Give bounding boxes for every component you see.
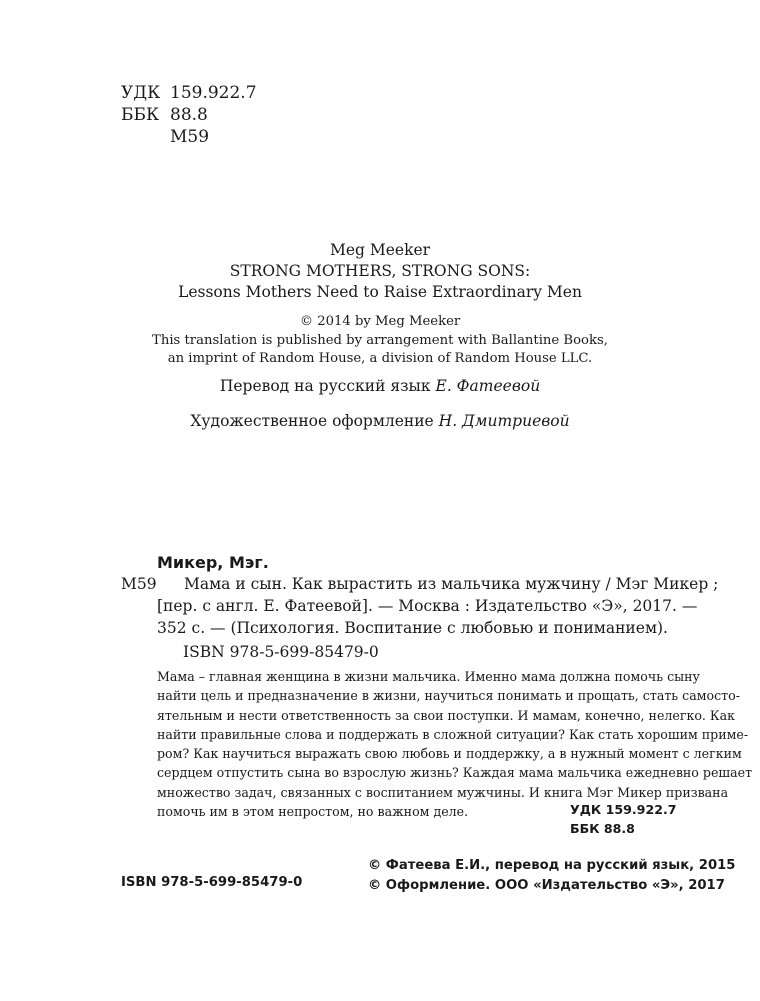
copyright-line: an imprint of Random House, a division of Random House LLC. — [167, 351, 593, 366]
original-subtitle: Lessons Mothers Need to Raise Extraordinary Men — [178, 283, 582, 301]
abstract-line: множество задач, связанных с воспитанием мужчины. И книга Мэг Микер призвана — [157, 784, 729, 800]
abstract-line: помочь им в этом непростом, но важном деле. — [157, 804, 469, 820]
bbk-row — [121, 104, 257, 126]
classification-codes-right — [570, 800, 677, 838]
abstract-line: найти цель и предназначение в жизни, научиться понимать и прощать, стать самосто- — [157, 688, 740, 704]
abstract-line: ятельным и нести ответственность за свои поступки. И мамам, конечно, нелегко. Как — [157, 707, 736, 723]
footer-copyright — [368, 856, 735, 896]
abstract — [157, 667, 753, 821]
udk-label: УДК — [121, 83, 161, 103]
classification-block — [121, 82, 257, 148]
copyright-line: © Фатеева Е.И., перевод на русский язык, 2015 — [368, 858, 736, 873]
original-edition-block — [0, 240, 760, 303]
designer-name: Н. Дмитриевой — [438, 412, 570, 430]
translator-name: Е. Фатеевой — [435, 377, 541, 395]
copyright-line: This translation is published by arrangement with Ballantine Books, — [152, 332, 608, 348]
abstract-line: найти правильные слова и поддержать в сложной ситуации? Как стать хорошим приме- — [157, 726, 749, 742]
original-author: Meg Meeker — [329, 241, 431, 259]
udk-row — [121, 82, 257, 104]
author-mark: М59 — [170, 127, 210, 147]
copyright-line: © Оформление. ООО «Издательство «Э», 2017 — [368, 878, 725, 893]
abstract-line: Мама – главная женщина в жизни мальчика. Именно мама должна помочь сыну — [157, 669, 700, 684]
abstract-line: сердцем отпустить сына во взрослую жизнь? Каждая мама мальчика ежедневно решает — [157, 765, 753, 781]
bbk-code: ББК 88.8 — [570, 821, 635, 836]
bibliography-line: [пер. с англ. Е. Фатеевой]. — Москва : Издательство «Э», 2017. — — [157, 597, 698, 615]
bbk-value: 88.8 — [170, 105, 208, 125]
original-title: STRONG MOTHERS, STRONG SONS: — [229, 262, 531, 280]
footer-isbn: ISBN 978-5-699-85479-0 — [121, 875, 303, 890]
design-label: Художественное оформление — [190, 412, 434, 430]
udk-code: УДК 159.922.7 — [570, 802, 677, 817]
bbk-label: ББК — [121, 105, 160, 125]
bibliography-code: М59 — [121, 575, 157, 593]
bibliography-line: Мама и сын. Как вырастить из мальчика мужчину / Мэг Микер ; — [184, 575, 719, 593]
design-credit — [0, 412, 760, 430]
bibliography-line: 352 с. — (Психология. Воспитание с любовью и пониманием). — [157, 619, 668, 637]
udk-value: 159.922.7 — [170, 83, 257, 103]
abstract-line: ром? Как научиться выражать свою любовь и поддержку, а в нужный момент с легким — [157, 746, 742, 762]
bibliography-author: Микер, Мэг. — [157, 553, 269, 572]
translation-label: Перевод на русский язык — [219, 377, 431, 395]
copyright-line: © 2014 by Meg Meeker — [299, 314, 461, 329]
bibliography-isbn: ISBN 978-5-699-85479-0 — [183, 643, 379, 661]
bibliography-entry — [121, 573, 719, 639]
translation-credit — [0, 377, 760, 395]
english-copyright-block — [0, 313, 760, 369]
author-mark-row — [121, 126, 257, 148]
